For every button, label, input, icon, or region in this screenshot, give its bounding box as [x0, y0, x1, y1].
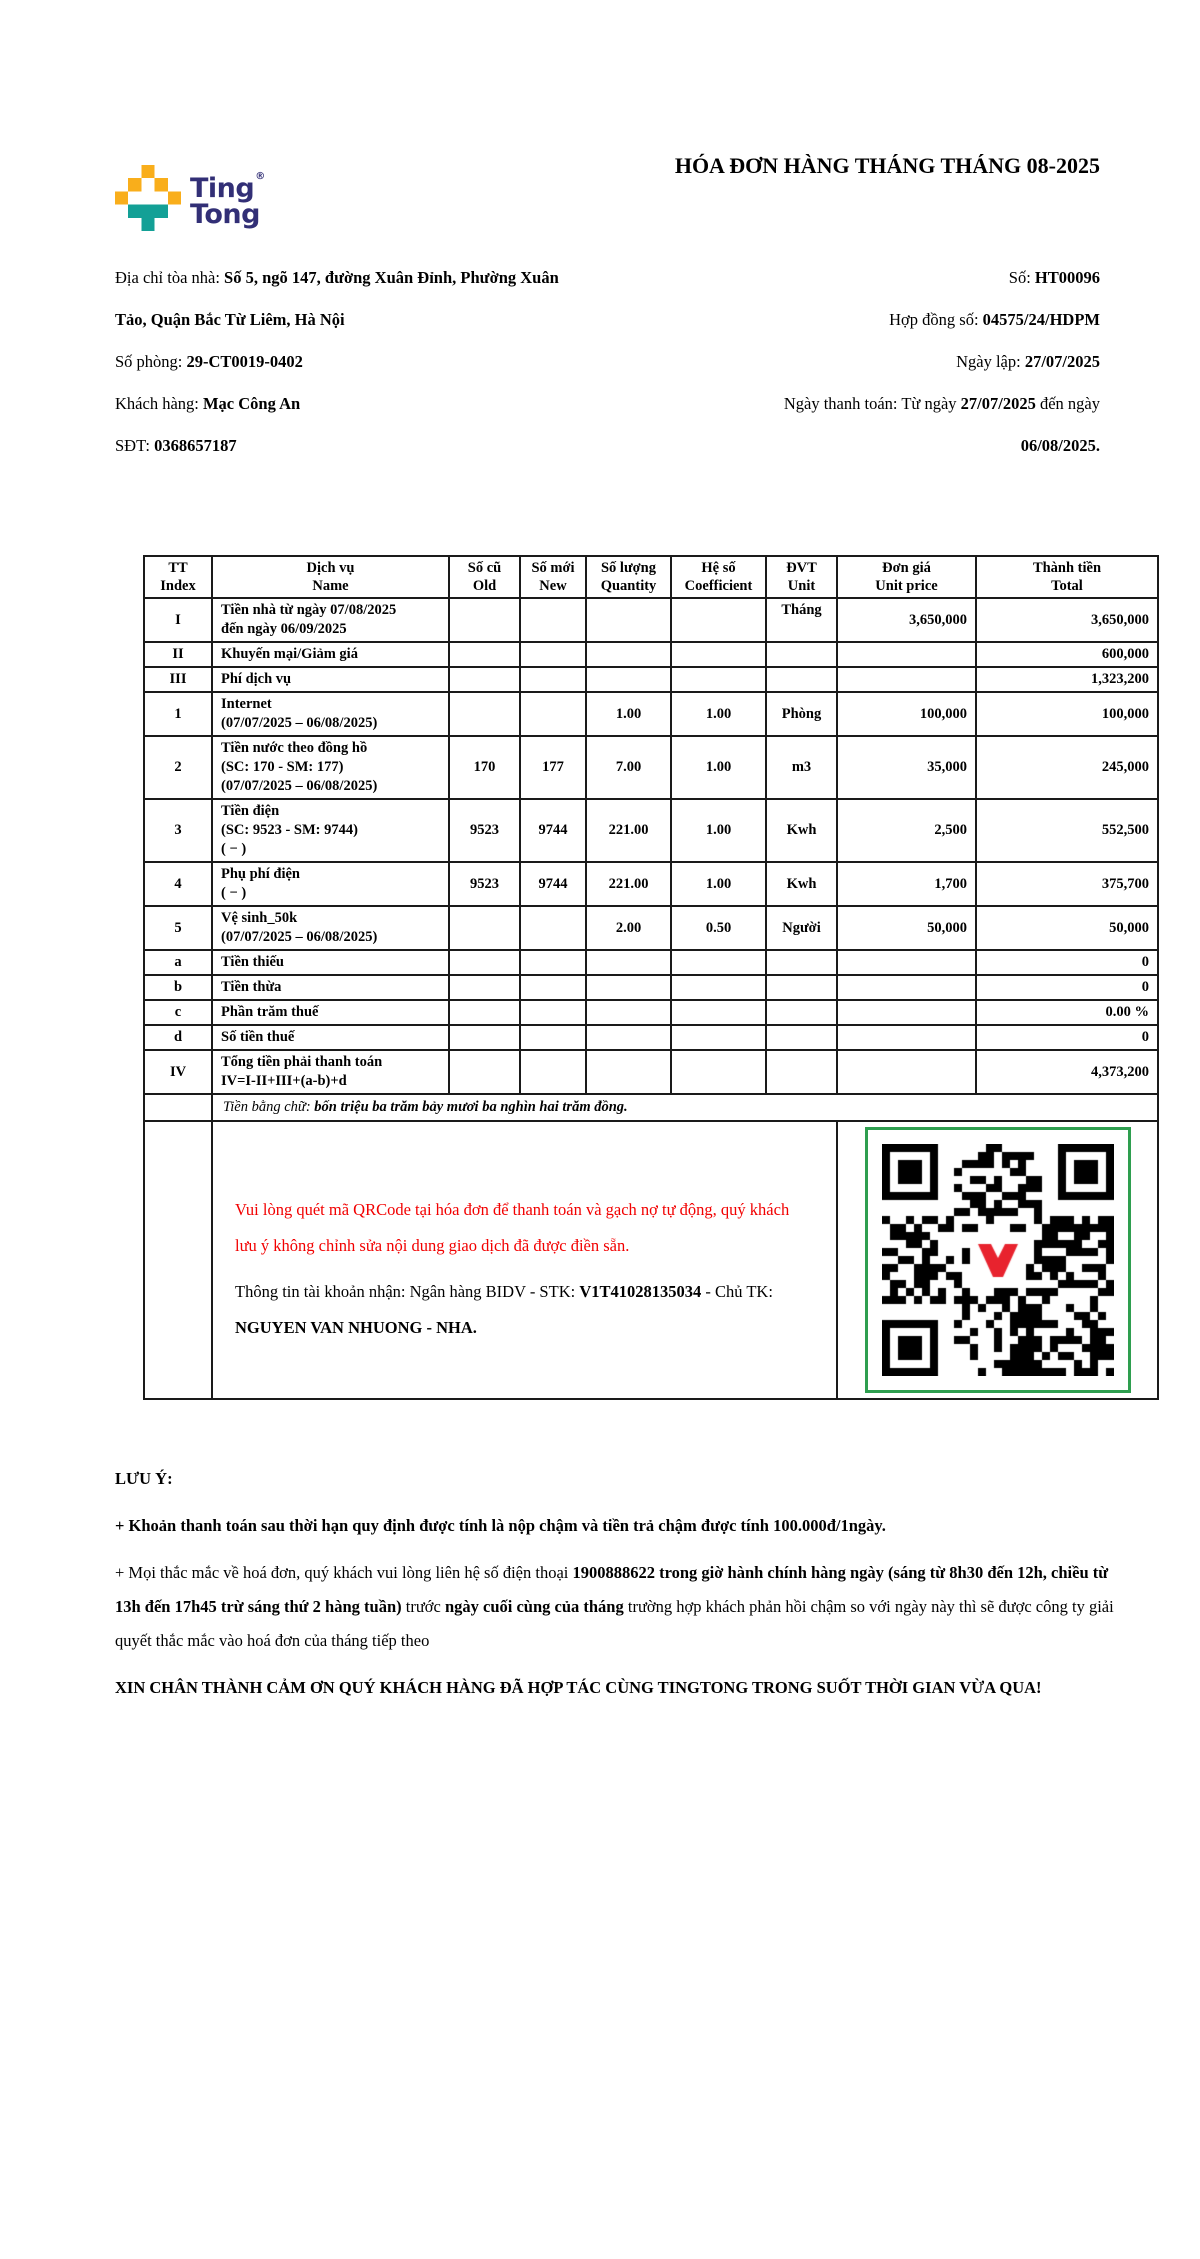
cell-qty [586, 1000, 671, 1025]
cell-coef [671, 598, 766, 642]
cell-old [449, 598, 520, 642]
text-segment: Hợp đồng số: [889, 310, 983, 330]
text-segment: + Mọi thắc mắc về hoá đơn, quý khách vui lòng liên hệ số điện thoại [115, 1562, 573, 1582]
cell-price: 1,700 [837, 862, 976, 906]
cell-unit: Tháng [766, 598, 837, 642]
cell-empty [144, 1121, 212, 1399]
cell-index: 4 [144, 862, 212, 906]
cell-index: d [144, 1025, 212, 1050]
text-segment: 1900888622 trong giờ hành chính hàng ngày (sáng từ 8h30 đến 12h, chiều từ 13h đến 17h45 trừ sáng thứ 2 hàng tuần) [115, 1562, 1109, 1616]
cell-qty: 7.00 [586, 736, 671, 799]
cell-coef [671, 1050, 766, 1094]
table-header-row [144, 556, 1158, 598]
cell-old [449, 667, 520, 692]
cell-index: 2 [144, 736, 212, 799]
cell-new: 9744 [520, 799, 586, 862]
cell-qty: 221.00 [586, 862, 671, 906]
cell-coef [671, 642, 766, 667]
cell-qty [586, 642, 671, 667]
cell-unit: m3 [766, 736, 837, 799]
cell-qty [586, 975, 671, 1000]
cell-total: 0 [976, 975, 1158, 1000]
cell-new: 9744 [520, 862, 586, 906]
cell-new [520, 642, 586, 667]
bank-account-info [235, 1274, 812, 1345]
cell-index: 1 [144, 692, 212, 736]
issue-date [720, 341, 1100, 383]
cell-unit [766, 1050, 837, 1094]
cell-qty [586, 950, 671, 975]
cell-index: IV [144, 1050, 212, 1094]
cell-unit [766, 950, 837, 975]
cell-coef [671, 1000, 766, 1025]
cell-name: Tiền nhà từ ngày 07/08/2025 đến ngày 06/09/2025 [212, 598, 449, 642]
text-segment: đến ngày [1035, 394, 1100, 414]
charge-row-III [144, 667, 1158, 692]
cell-new [520, 906, 586, 950]
charge-row-b [144, 975, 1158, 1000]
cell-old [449, 950, 520, 975]
invoice-meta-block [720, 257, 1100, 467]
charge-row-I [144, 598, 1158, 642]
qr-code-frame [865, 1127, 1131, 1393]
cell-total: 375,700 [976, 862, 1158, 906]
cell-new [520, 692, 586, 736]
contract-number [720, 299, 1100, 341]
text-segment: trước [401, 1596, 445, 1616]
cell-unit [766, 1000, 837, 1025]
cell-qty: 1.00 [586, 692, 671, 736]
charges-table-wrap [143, 555, 1149, 1400]
cell-new [520, 975, 586, 1000]
cell-index: b [144, 975, 212, 1000]
column-header: ĐVT Unit [766, 556, 837, 598]
cell-unit [766, 667, 837, 692]
charge-row-II [144, 642, 1158, 667]
text-segment: NGUYEN VAN NHUONG - NHA. [235, 1317, 477, 1337]
cell-coef: 1.00 [671, 736, 766, 799]
text-segment: 29-CT0019-0402 [186, 352, 303, 372]
qr-instructions-cell [212, 1121, 837, 1399]
column-header: Số lượng Quantity [586, 556, 671, 598]
cell-name: Tổng tiền phải thanh toán IV=I-II+III+(a-b)+d [212, 1050, 449, 1094]
cell-old [449, 1050, 520, 1094]
cell-unit: Phòng [766, 692, 837, 736]
cell-new [520, 1050, 586, 1094]
cell-unit: Kwh [766, 799, 837, 862]
tingtong-pixel-tree-icon [115, 165, 181, 231]
cell-total: 1,323,200 [976, 667, 1158, 692]
cell-price: 50,000 [837, 906, 976, 950]
cell-total: 552,500 [976, 799, 1158, 862]
text-segment: 27/07/2025 [960, 394, 1036, 414]
cell-index: II [144, 642, 212, 667]
text-segment: Thông tin tài khoản nhận: Ngân hàng BIDV - STK: [235, 1282, 580, 1302]
cell-unit [766, 642, 837, 667]
cell-total: 0.00 % [976, 1000, 1158, 1025]
cell-total: 0 [976, 950, 1158, 975]
cell-name: Số tiền thuế [212, 1025, 449, 1050]
charge-row-d [144, 1025, 1158, 1050]
cell-name: Tiền điện (SC: 9523 - SM: 9744) ( − ) [212, 799, 449, 862]
cell-name: Tiền thiếu [212, 950, 449, 975]
cell-total: 0 [976, 1025, 1158, 1050]
building-address [115, 257, 575, 341]
cell-name: Internet (07/07/2025 – 06/08/2025) [212, 692, 449, 736]
charge-row-1 [144, 692, 1158, 736]
text-segment: SĐT: [115, 436, 155, 456]
cell-new [520, 1000, 586, 1025]
cell-price [837, 1050, 976, 1094]
cell-old [449, 975, 520, 1000]
column-header: Hệ số Coefficient [671, 556, 766, 598]
cell-name: Vệ sinh_50k (07/07/2025 – 06/08/2025) [212, 906, 449, 950]
charge-row-2 [144, 736, 1158, 799]
room-number [115, 341, 575, 383]
charge-row-3 [144, 799, 1158, 862]
cell-price: 3,650,000 [837, 598, 976, 642]
cell-index: 3 [144, 799, 212, 862]
cell-new [520, 950, 586, 975]
cell-old [449, 642, 520, 667]
qr-warning-text: Vui lòng quét mã QRCode tại hóa đơn để thanh toán và gạch nợ tự động, quý khách lưu ý không chỉnh sửa nội dung giao dịch đã được điền sẵn. [235, 1199, 790, 1255]
cell-old [449, 906, 520, 950]
cell-total: 50,000 [976, 906, 1158, 950]
cell-coef: 1.00 [671, 799, 766, 862]
cell-coef: 1.00 [671, 862, 766, 906]
cell-old: 170 [449, 736, 520, 799]
charge-row-5 [144, 906, 1158, 950]
qr-code-cell [837, 1121, 1158, 1399]
charge-row-IV [144, 1050, 1158, 1094]
cell-index: I [144, 598, 212, 642]
column-header: Số mới New [520, 556, 586, 598]
brand-line-2: Tong [190, 198, 260, 230]
cell-name: Khuyến mại/Giảm giá [212, 642, 449, 667]
column-header: Số cũ Old [449, 556, 520, 598]
cell-name: Tiền nước theo đồng hồ (SC: 170 - SM: 177) (07/07/2025 – 06/08/2025) [212, 736, 449, 799]
thank-you-note: XIN CHÂN THÀNH CẢM ƠN QUÝ KHÁCH HÀNG ĐÃ HỢP TÁC CÙNG TINGTONG TRONG SUỐT THỜI GIAN VỪA QUA! [115, 1678, 1042, 1698]
cell-price: 100,000 [837, 692, 976, 736]
text-segment: Tiền bằng chữ: [223, 1099, 315, 1116]
cell-unit [766, 1025, 837, 1050]
cell-name: Phí dịch vụ [212, 667, 449, 692]
late-payment-note [115, 1509, 1115, 1543]
tingtong-wordmark [190, 172, 265, 231]
cell-old [449, 1000, 520, 1025]
cell-price [837, 950, 976, 975]
cell-price: 35,000 [837, 736, 976, 799]
column-header: Thành tiền Total [976, 556, 1158, 598]
text-segment: trường hợp khách phản hồi chậm so với ngày này thì sẽ được công ty giải quyết thắc mắc vào hoá đơn của tháng tiếp theo [115, 1596, 1114, 1650]
cell-qty [586, 1025, 671, 1050]
invoice-number [720, 257, 1100, 299]
text-segment: HT00096 [1034, 268, 1100, 287]
invoice-info [115, 257, 1100, 467]
cell-old [449, 692, 520, 736]
tingtong-logo [115, 165, 265, 231]
cell-qty [586, 667, 671, 692]
cell-total: 4,373,200 [976, 1050, 1158, 1094]
cell-price [837, 975, 976, 1000]
cell-old: 9523 [449, 799, 520, 862]
cell-price [837, 1000, 976, 1025]
cell-index: III [144, 667, 212, 692]
amount-in-words [212, 1094, 1158, 1121]
cell-unit: Người [766, 906, 837, 950]
registered-mark: ® [255, 171, 265, 182]
payment-period [720, 383, 1100, 467]
text-segment: Số: [1008, 268, 1035, 287]
qr-payment-row [144, 1121, 1158, 1399]
cell-qty [586, 1050, 671, 1094]
cell-coef [671, 1025, 766, 1050]
customer-name [115, 383, 575, 425]
cell-price [837, 667, 976, 692]
cell-new: 177 [520, 736, 586, 799]
customer-info-block [115, 257, 575, 467]
cell-new [520, 1025, 586, 1050]
cell-old: 9523 [449, 862, 520, 906]
cell-index: 5 [144, 906, 212, 950]
cell-new [520, 667, 586, 692]
cell-empty [144, 1094, 212, 1121]
cell-name: Phần trăm thuế [212, 1000, 449, 1025]
charge-row-4 [144, 862, 1158, 906]
cell-coef [671, 950, 766, 975]
cell-price [837, 642, 976, 667]
amount-in-words-row [144, 1094, 1158, 1121]
text-segment: - Chủ TK: [701, 1282, 773, 1302]
cell-unit [766, 975, 837, 1000]
cell-price: 2,500 [837, 799, 976, 862]
invoice-notes [115, 1462, 1115, 1705]
text-segment: 06/08/2025. [1020, 436, 1100, 456]
notes-heading: LƯU Ý: [115, 1469, 173, 1489]
cell-total: 3,650,000 [976, 598, 1158, 642]
cell-name: Phụ phí điện ( − ) [212, 862, 449, 906]
cell-index: c [144, 1000, 212, 1025]
customer-phone [115, 425, 575, 467]
cell-total: 600,000 [976, 642, 1158, 667]
text-segment: bốn triệu ba trăm bảy mươi ba nghìn hai trăm đồng. [314, 1099, 628, 1116]
cell-total: 100,000 [976, 692, 1158, 736]
cell-qty: 221.00 [586, 799, 671, 862]
cell-index: a [144, 950, 212, 975]
invoice-header [115, 110, 1100, 231]
charge-row-a [144, 950, 1158, 975]
cell-old [449, 1025, 520, 1050]
cell-qty [586, 598, 671, 642]
cell-coef: 0.50 [671, 906, 766, 950]
text-segment: Khách hàng: [115, 394, 203, 414]
cell-unit: Kwh [766, 862, 837, 906]
charge-row-c [144, 1000, 1158, 1025]
cell-total: 245,000 [976, 736, 1158, 799]
text-segment: Số 5, ngõ 147, đường Xuân Đỉnh, Phường Xuân Tảo, Quận Bắc Từ Liêm, Hà Nội [115, 268, 559, 330]
cell-price [837, 1025, 976, 1050]
invoice-title: HÓA ĐƠN HÀNG THÁNG THÁNG 08-2025 [674, 153, 1100, 178]
charges-table [143, 555, 1159, 1400]
cell-coef: 1.00 [671, 692, 766, 736]
column-header: Dịch vụ Name [212, 556, 449, 598]
text-segment: Ngày thanh toán: Từ ngày [783, 394, 961, 414]
cell-new [520, 598, 586, 642]
text-segment: Mạc Công An [202, 394, 301, 414]
column-header: TT Index [144, 556, 212, 598]
text-segment: 04575/24/HDPM [982, 310, 1100, 330]
vietqr-code-image [882, 1144, 1114, 1376]
text-segment: + Khoản thanh toán sau thời hạn quy định được tính là nộp chậm và tiền trả chậm được tính 100.000đ/1ngày. [115, 1516, 886, 1536]
cell-name: Tiền thừa [212, 975, 449, 1000]
column-header: Đơn giá Unit price [837, 556, 976, 598]
hotline-note [115, 1556, 1115, 1657]
text-segment: Số phòng: [115, 352, 187, 372]
cell-qty: 2.00 [586, 906, 671, 950]
text-segment: 0368657187 [154, 436, 237, 456]
cell-coef [671, 975, 766, 1000]
cell-coef [671, 667, 766, 692]
text-segment: 27/07/2025 [1024, 352, 1100, 372]
text-segment: Địa chỉ tòa nhà: [115, 268, 225, 287]
brand-line-1: Ting [190, 173, 255, 204]
text-segment: ngày cuối cùng của tháng [444, 1596, 624, 1616]
text-segment: Ngày lập: [956, 352, 1025, 372]
text-segment: V1T41028135034 [579, 1282, 702, 1302]
